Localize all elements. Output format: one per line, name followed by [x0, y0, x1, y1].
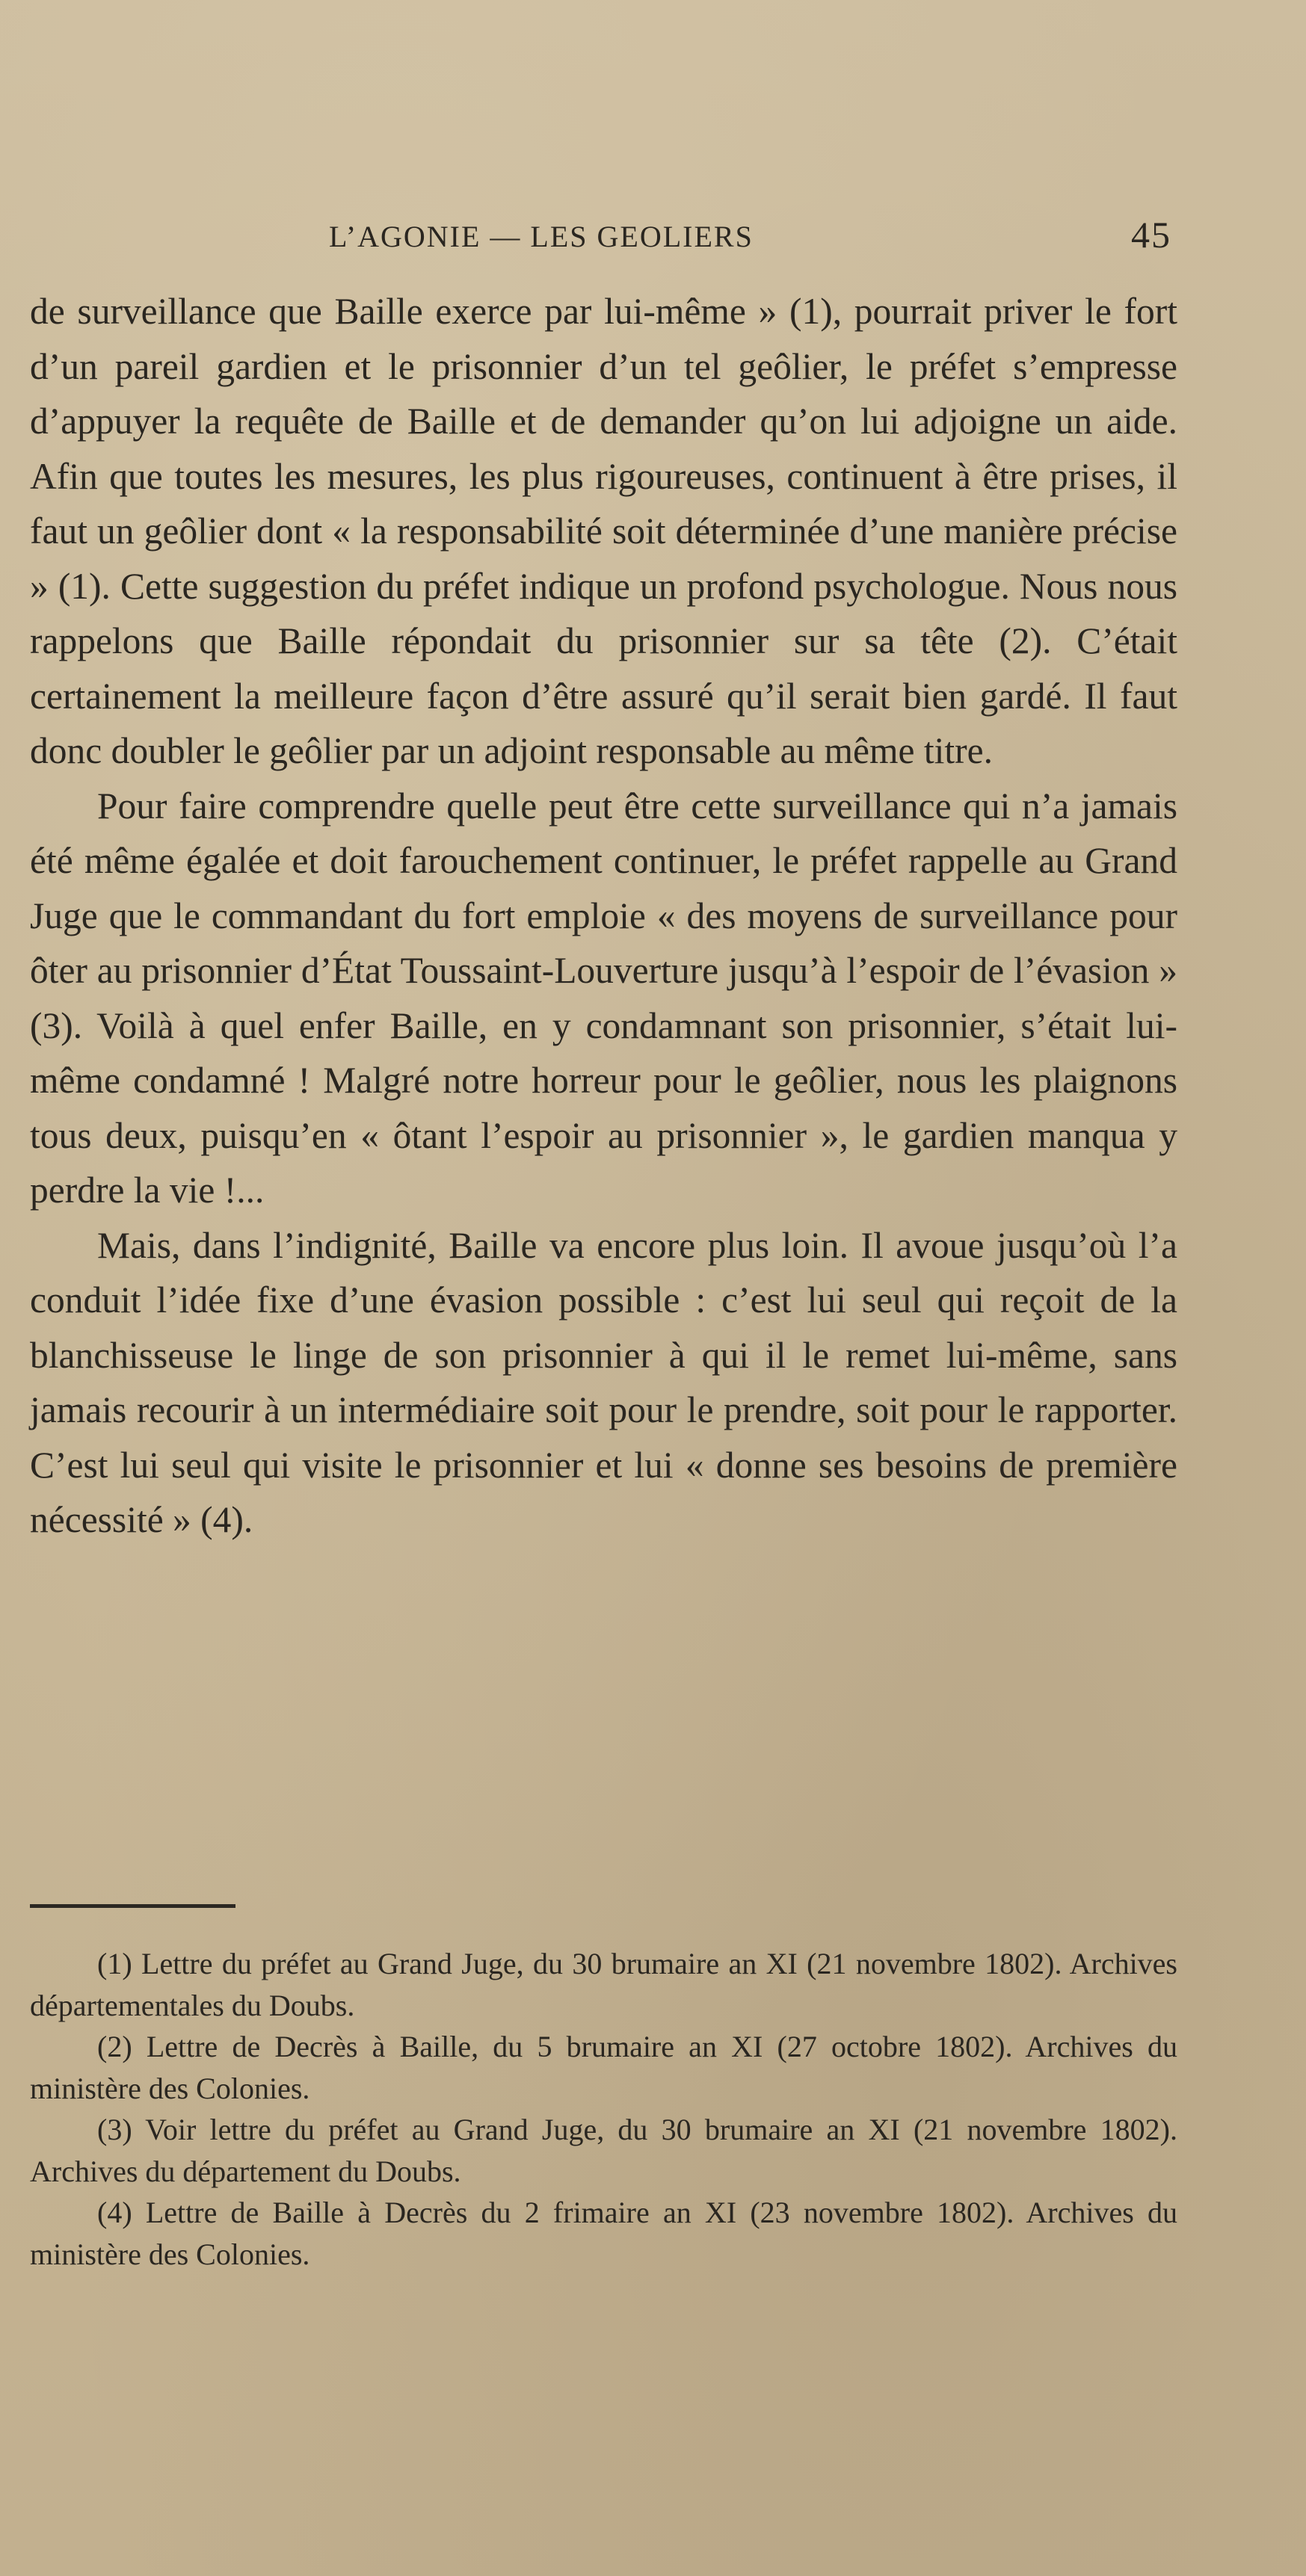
- page-number: 45: [1131, 214, 1171, 256]
- footnote: (4) Lettre de Baille à Decrès du 2 frimaire an XI (23 novembre 1802). Archives du ministère des Colonies.: [30, 2196, 1177, 2271]
- running-head: [329, 213, 1171, 258]
- footnote: (1) Lettre du préfet au Grand Juge, du 30 brumaire an XI (21 novembre 1802). Archives départementales du Doubs.: [30, 1947, 1177, 2022]
- running-title: L’AGONIE — LES GEOLIERS: [329, 220, 754, 253]
- footnotes: [30, 1943, 1177, 2275]
- main-text: [30, 284, 1177, 1548]
- footnote: (3) Voir lettre du préfet au Grand Juge, du 30 brumaire an XI (21 novembre 1802). Archives du département du Doubs.: [30, 2113, 1177, 2188]
- paragraph: Mais, dans l’indignité, Baille va encore plus loin. Il avoue jusqu’où l’a conduit l’idée fixe d’une évasion possible : c’est lui seul qui reçoit de la blanchisseuse le linge de son prisonnier à qui il le remet lui-même, sans jamais recourir à un intermédiaire soit pour le prendre, soit pour le rapporter. C’est lui seul qui visite le prisonnier et lui « donne ses besoins de première nécessité » (4).: [30, 1224, 1177, 1540]
- paragraph: de surveillance que Baille exerce par lui-même » (1), pourrait priver le fort d’un pareil gardien et le prisonnier d’un tel geôlier, le préfet s’empresse d’appuyer la requête de Baille et de demander qu’on lui adjoigne un aide. Afin que toutes les mesures, les plus rigoureuses, continuent à être prises, il faut un geôlier dont « la responsabilité soit déterminée d’une manière précise » (1). Cette suggestion du préfet indique un profond psychologue. Nous nous rappelons que Baille répondait du prisonnier sur sa tête (2). C’était certainement la meilleure façon d’être assuré qu’il serait bien gardé. Il faut donc doubler le geôlier par un adjoint responsable au même titre.: [30, 291, 1177, 771]
- footnote-separator: [30, 1904, 235, 1908]
- footnote: (2) Lettre de Decrès à Baille, du 5 brumaire an XI (27 octobre 1802). Archives du ministère des Colonies.: [30, 2030, 1177, 2105]
- paragraph: Pour faire comprendre quelle peut être cette surveillance qui n’a jamais été même égalée et doit farouchement continuer, le préfet rappelle au Grand Juge que le commandant du fort emploie « des moyens de surveillance pour ôter au prisonnier d’État Toussaint-Louverture jusqu’à l’espoir de l’évasion » (3). Voilà à quel enfer Baille, en y condamnant son prisonnier, s’était lui-même condamné ! Malgré notre horreur pour le geôlier, nous les plaignons tous deux, puisqu’en « ôtant l’espoir au prisonnier », le gardien manqua y perdre la vie !...: [30, 785, 1177, 1211]
